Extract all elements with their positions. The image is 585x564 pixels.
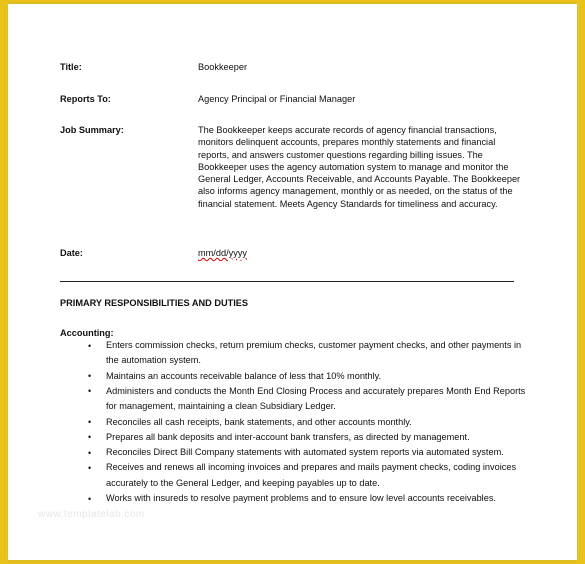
list-item: for management, maintaining a clean Subsidiary Ledger. [106, 401, 336, 412]
bullet-icon: • [88, 493, 92, 504]
job-summary-text [198, 124, 520, 210]
summary-line: The Bookkeeper keeps accurate records of agency financial transactions, [198, 125, 497, 135]
watermark-text: www.templatelab.com [38, 509, 145, 520]
summary-line: reports, and answers customer questions regarding billing issues. The [198, 149, 483, 160]
document-page [8, 4, 577, 560]
bullet-icon: • [88, 371, 92, 382]
summary-line: General Ledger, Accounts Receivable, and Accounts Payable. The Bookkeeper [198, 174, 521, 185]
list-item: Prepares all bank deposits and inter-account bank transfers, as directed by management. [106, 431, 470, 442]
list-item: Reconciles all cash receipts, bank statements, and other accounts monthly. [106, 416, 412, 427]
job-summary-label: Job Summary: [60, 125, 124, 135]
list-item: Administers and conducts the Month End Closing Process and accurately prepares Month End Reports [106, 385, 526, 396]
list-item: Reconciles Direct Bill Company statements with automated system reports via automated system. [106, 447, 504, 458]
list-item: accurately to the General Ledger, and keeping payables up to date. [106, 477, 380, 488]
title-value: Bookkeeper [198, 62, 248, 72]
list-item: Works with insureds to resolve payment problems and to ensure low level accounts receivables. [106, 493, 496, 503]
list-item: Receives and renews all incoming invoices and prepares and mails payment checks, coding invoices [106, 462, 517, 473]
list-item: Enters commission checks, return premium checks, customer payment checks, and other payments in [106, 340, 522, 350]
list-item: the automation system. [106, 355, 201, 366]
summary-line: monitors delinquent accounts, prepares monthly statements and financial [198, 137, 496, 148]
bullet-icon: • [88, 432, 92, 443]
accounting-subheading: Accounting: [60, 328, 114, 338]
bullet-icon: • [88, 386, 92, 397]
summary-line: Bookkeeper uses the agency automation system to manage and monitor the [198, 161, 509, 172]
date-value: mm/dd/yyyy [198, 248, 248, 258]
list-item: Maintains an accounts receivable balance of less that 10% monthly. [106, 370, 382, 381]
title-label: Title: [60, 62, 82, 72]
summary-line: also informs agency management, monthly or as needed, on the status of the [198, 186, 513, 197]
section-heading: PRIMARY RESPONSIBILITIES AND DUTIES [60, 298, 249, 308]
horizontal-rule [60, 281, 514, 282]
bullet-icon: • [88, 447, 92, 458]
summary-line: financial statement. Meets Agency Standards for timeliness and accuracy. [198, 198, 498, 209]
reports-to-value: Agency Principal or Financial Manager [198, 94, 356, 104]
reports-to-label: Reports To: [60, 94, 111, 104]
bullet-icon: • [88, 417, 92, 427]
date-label: Date: [60, 248, 83, 258]
bullet-icon: • [88, 340, 92, 351]
bullet-icon: • [88, 462, 92, 473]
